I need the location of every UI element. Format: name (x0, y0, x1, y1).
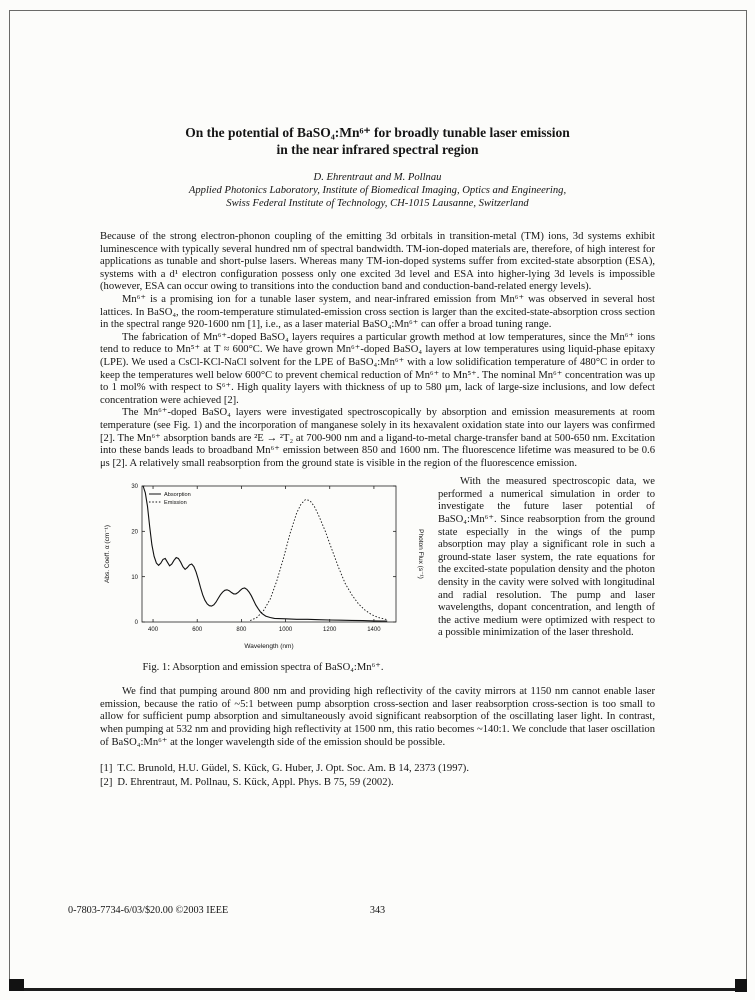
title-line-1: On the potential of BaSO₄:Mn⁶⁺ for broadly tunable laser emission (185, 125, 570, 140)
svg-text:1000: 1000 (278, 627, 293, 634)
title-line-2: in the near infrared spectral region (276, 142, 479, 157)
svg-text:Absorption: Absorption (164, 492, 191, 499)
svg-text:400: 400 (148, 627, 159, 634)
paper-title (100, 124, 655, 158)
paragraph-spectroscopy: The Mn⁶⁺-doped BaSO₄ layers were investigated spectroscopically by absorption and emission measurements at room temperature (see Fig. 1) and the incorporation of manganese solely in its hexavalent oxidation state into our layers was confirmed [2]. The Mn⁶⁺ absorption bands are ²E → ²T₂ at 700-900 nm and a ligand-to-metal charge-transfer band at 500-650 nm. Excitation into these bands leads to broadband Mn⁶⁺ emission between 850 and 1600 nm. The fluorescence lifetime was measured to be 0.6 μs [2]. A relatively small reabsorption from the ground state is visible in the region of the fluorescence emission. (100, 407, 655, 469)
svg-text:30: 30 (131, 484, 138, 491)
svg-text:Abs. Coeff. α (cm⁻¹): Abs. Coeff. α (cm⁻¹) (104, 525, 111, 584)
reference-1 (100, 762, 655, 775)
figure-1 (100, 476, 426, 674)
svg-text:20: 20 (131, 529, 138, 536)
affiliation-line-2: Swiss Federal Institute of Technology, CH-1015 Lausanne, Switzerland (226, 198, 529, 209)
scan-artifact-bottom-left (9, 979, 24, 991)
paragraph-simulation: With the measured spectroscopic data, we performed a numerical simulation in order to investigate the future laser potential of BaSO₄:Mn⁶⁺. Since reabsorption from the ground state especially in the wings of the pump absorption may play a significant role in such a ground-state laser system, the rate equations for the excited-state population density and the photon density in the cavity were solved with longitudinal and radial resolution. The pump and laser wavelengths, dopant concentration, and length of the active medium were optimized with respect to a possible minimization of the laser threshold. (438, 476, 655, 639)
paragraph-fabrication: The fabrication of Mn⁶⁺-doped BaSO₄ layers requires a particular growth method at low temperatures, since the Mn⁶⁺ ions tend to reduce to Mn⁵⁺ at T ≈ 600°C. We have grown Mn⁶⁺-doped BaSO₄ layers at low temperatures using liquid-phase epitaxy (LPE). We used a CsCl-KCl-NaCl solvent for the LPE of BaSO₄:Mn⁶⁺ with a low solidification temperature of 480°C in order to keep the temperatures well below 600°C to prevent chemical reduction of Mn⁶⁺ to Mn⁵⁺. The nominal Mn⁶⁺ concentration was up to 1 mol% with respect to S⁶⁺. High quality layers with thickness of up to 580 μm, lack of large-size inclusions, and low defect concentration were achieved [2]. (100, 331, 655, 406)
authors: D. Ehrentraut and M. Pollnau (313, 172, 442, 183)
svg-text:600: 600 (192, 627, 203, 634)
reference-2-label: [2] (100, 776, 113, 788)
svg-text:800: 800 (236, 627, 247, 634)
figure-1-chart (100, 476, 426, 652)
figure-1-row (100, 476, 655, 674)
reference-1-text: T.C. Brunold, H.U. Güdel, S. Kück, G. Huber, J. Opt. Soc. Am. B 14, 2373 (1997). (117, 763, 469, 775)
paragraph-mn6-ion: Mn⁶⁺ is a promising ion for a tunable laser system, and near-infrared emission from Mn⁶⁺ was observed in several host lattices. In BaSO₄, the room-temperature stimulated-emission cross section is larger than the excited-state-absorption cross section in the spectral range 920-1600 nm [1], i.e., as a laser material BaSO₄:Mn⁶⁺ can offer a broad tuning range. (100, 293, 655, 331)
paragraph-intro: Because of the strong electron-phonon coupling of the emitting 3d orbitals in transition-metal (TM) ions, 3d systems exhibit luminescence with typically several hundred nm of spectral bandwidth. TM-ion-doped materials are, therefore, of high interest for applications as tunable and short-pulse lasers. Whereas many TM-ion-doped systems suffer from excited-state absorption (ESA), systems with a d¹ electron configuration possess only one excited 3d level and ESA into higher-lying 3d levels is impossible (however, ESA can occur owing to transitions into the conduction band and conduction-band-related energy levels). (100, 231, 655, 293)
references (100, 762, 655, 789)
page-number: 343 (369, 905, 386, 916)
svg-text:1400: 1400 (367, 627, 381, 634)
paragraph-conclusion: We find that pumping around 800 nm and providing high reflectivity of the cavity mirrors at 1150 nm cannot enable laser emission, because the ratio of ~5:1 between pump absorption cross-section and laser reabsorption cross-section is too small to allow for sufficient pump absorption and simultaneously avoid significant reabsorption of the oscillating laser light. In contrast, when pumping at 532 nm and providing high reflectivity at 1500 nm, this ratio becomes ~140:1. We conclude that laser oscillation of BaSO₄:Mn⁶⁺ at the longer wavelength side of the emission should be possible. (100, 686, 655, 748)
svg-text:1200: 1200 (323, 627, 337, 634)
svg-text:10: 10 (131, 575, 138, 582)
affiliation-line-1: Applied Photonics Laboratory, Institute of Biomedical Imaging, Optics and Engineering, (188, 185, 567, 196)
copyright-line: 0-7803-7734-6/03/$20.00 ©2003 IEEE (68, 905, 229, 916)
figure-1-caption: Fig. 1: Absorption and emission spectra of BaSO₄:Mn⁶⁺. (142, 662, 384, 674)
reference-2-text: D. Ehrentraut, M. Pollnau, S. Kück, Appl. Phys. B 75, 59 (2002). (117, 776, 394, 788)
scan-artifact-bottom-right (735, 979, 747, 992)
reference-1-label: [1] (100, 763, 113, 775)
svg-text:0: 0 (134, 620, 138, 627)
svg-text:Emission: Emission (164, 500, 187, 507)
svg-text:Wavelength (nm): Wavelength (nm) (244, 643, 294, 651)
svg-text:Photon Flux (s⁻¹): Photon Flux (s⁻¹) (417, 529, 424, 580)
reference-2 (100, 776, 655, 789)
